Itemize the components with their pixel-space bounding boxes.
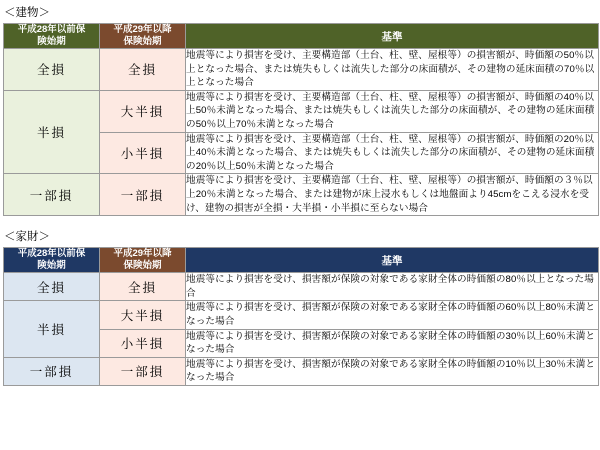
table-row bbox=[4, 49, 599, 91]
header-new-policy-start bbox=[100, 248, 186, 273]
table-row bbox=[4, 90, 599, 132]
cell-new-category: 全損 bbox=[100, 49, 186, 91]
header-new-line2: 保険始期 bbox=[123, 260, 162, 272]
table-row bbox=[4, 357, 599, 385]
cell-old-category: 一部損 bbox=[4, 357, 100, 385]
cell-new-category: 全損 bbox=[100, 273, 186, 301]
cell-criteria: 地震等により損害を受け、損害額が保険の対象である家財全体の時価額の10％以上30％未満となった場合 bbox=[186, 357, 599, 385]
table-header-row bbox=[4, 248, 599, 273]
header-new-line2: 保険始期 bbox=[123, 36, 162, 47]
cell-criteria: 地震等により損害を受け、主要構造部（土台、柱、壁、屋根等）の損害額が、時価額の40％以上50％未満となった場合、または焼失もしくは流失した部分の床面積が、その建物の延床面積の50％以上70％未満となった場合 bbox=[186, 90, 599, 132]
cell-new-category: 小半損 bbox=[100, 132, 186, 174]
header-old-line1: 平成28年以前保 bbox=[17, 248, 86, 260]
cell-criteria: 地震等により損害を受け、主要構造部（土台、柱、壁、屋根等）の損害額が、時価額の３％以上20％未満となった場合、または建物が床上浸水もしくは地盤面より45cmをこえる浸水を受け、建物の損害が全損・大半損・小半損に至らない場合 bbox=[186, 174, 599, 216]
cell-old-category: 半損 bbox=[4, 90, 100, 174]
cell-old-category: 全損 bbox=[4, 49, 100, 91]
header-new-policy-start bbox=[100, 24, 186, 49]
cell-new-category: 小半損 bbox=[100, 329, 186, 357]
header-old-line2: 険始期 bbox=[37, 260, 66, 272]
table-row bbox=[4, 174, 599, 216]
header-new-line1: 平成29年以降 bbox=[113, 248, 172, 260]
header-old-line1: 平成28年以前保 bbox=[17, 24, 86, 35]
cell-new-category: 大半損 bbox=[100, 90, 186, 132]
section-title-tatemono: ＜建物＞ bbox=[4, 7, 50, 19]
header-new-line1: 平成29年以降 bbox=[113, 24, 172, 35]
header-criteria: 基準 bbox=[186, 248, 599, 273]
cell-criteria: 地震等により損害を受け、主要構造部（土台、柱、壁、屋根等）の損害額が、時価額の20％以上40％未満となった場合、または焼失もしくは流失した部分の床面積が、その建物の延床面積の20％以上50％未満となった場合 bbox=[186, 132, 599, 174]
table-kazai bbox=[3, 247, 599, 386]
cell-criteria: 地震等により損害を受け、損害額が保険の対象である家財全体の時価額の80％以上となった場合 bbox=[186, 273, 599, 301]
header-old-line2: 険始期 bbox=[37, 36, 66, 47]
cell-new-category: 大半損 bbox=[100, 301, 186, 329]
cell-criteria: 地震等により損害を受け、主要構造部（土台、柱、壁、屋根等）の損害額が、時価額の50％以上となった場合、または焼失もしくは流失した部分の床面積が、その建物の延床面積の70％以上となった場合 bbox=[186, 49, 599, 91]
cell-old-category: 全損 bbox=[4, 273, 100, 301]
cell-new-category: 一部損 bbox=[100, 357, 186, 385]
header-criteria: 基準 bbox=[186, 24, 599, 49]
cell-criteria: 地震等により損害を受け、損害額が保険の対象である家財全体の時価額の60％以上80％未満となった場合 bbox=[186, 301, 599, 329]
table-tatemono bbox=[3, 23, 599, 216]
table-row bbox=[4, 301, 599, 329]
cell-old-category: 一部損 bbox=[4, 174, 100, 216]
cell-new-category: 一部損 bbox=[100, 174, 186, 216]
section-title-kazai: ＜家財＞ bbox=[4, 231, 50, 244]
cell-criteria: 地震等により損害を受け、損害額が保険の対象である家財全体の時価額の30％以上60％未満となった場合 bbox=[186, 329, 599, 357]
header-old-policy-start bbox=[4, 248, 100, 273]
cell-old-category: 半損 bbox=[4, 301, 100, 357]
table-header-row bbox=[4, 24, 599, 49]
section-spacer bbox=[2, 216, 598, 230]
header-old-policy-start bbox=[4, 24, 100, 49]
table-row bbox=[4, 273, 599, 301]
